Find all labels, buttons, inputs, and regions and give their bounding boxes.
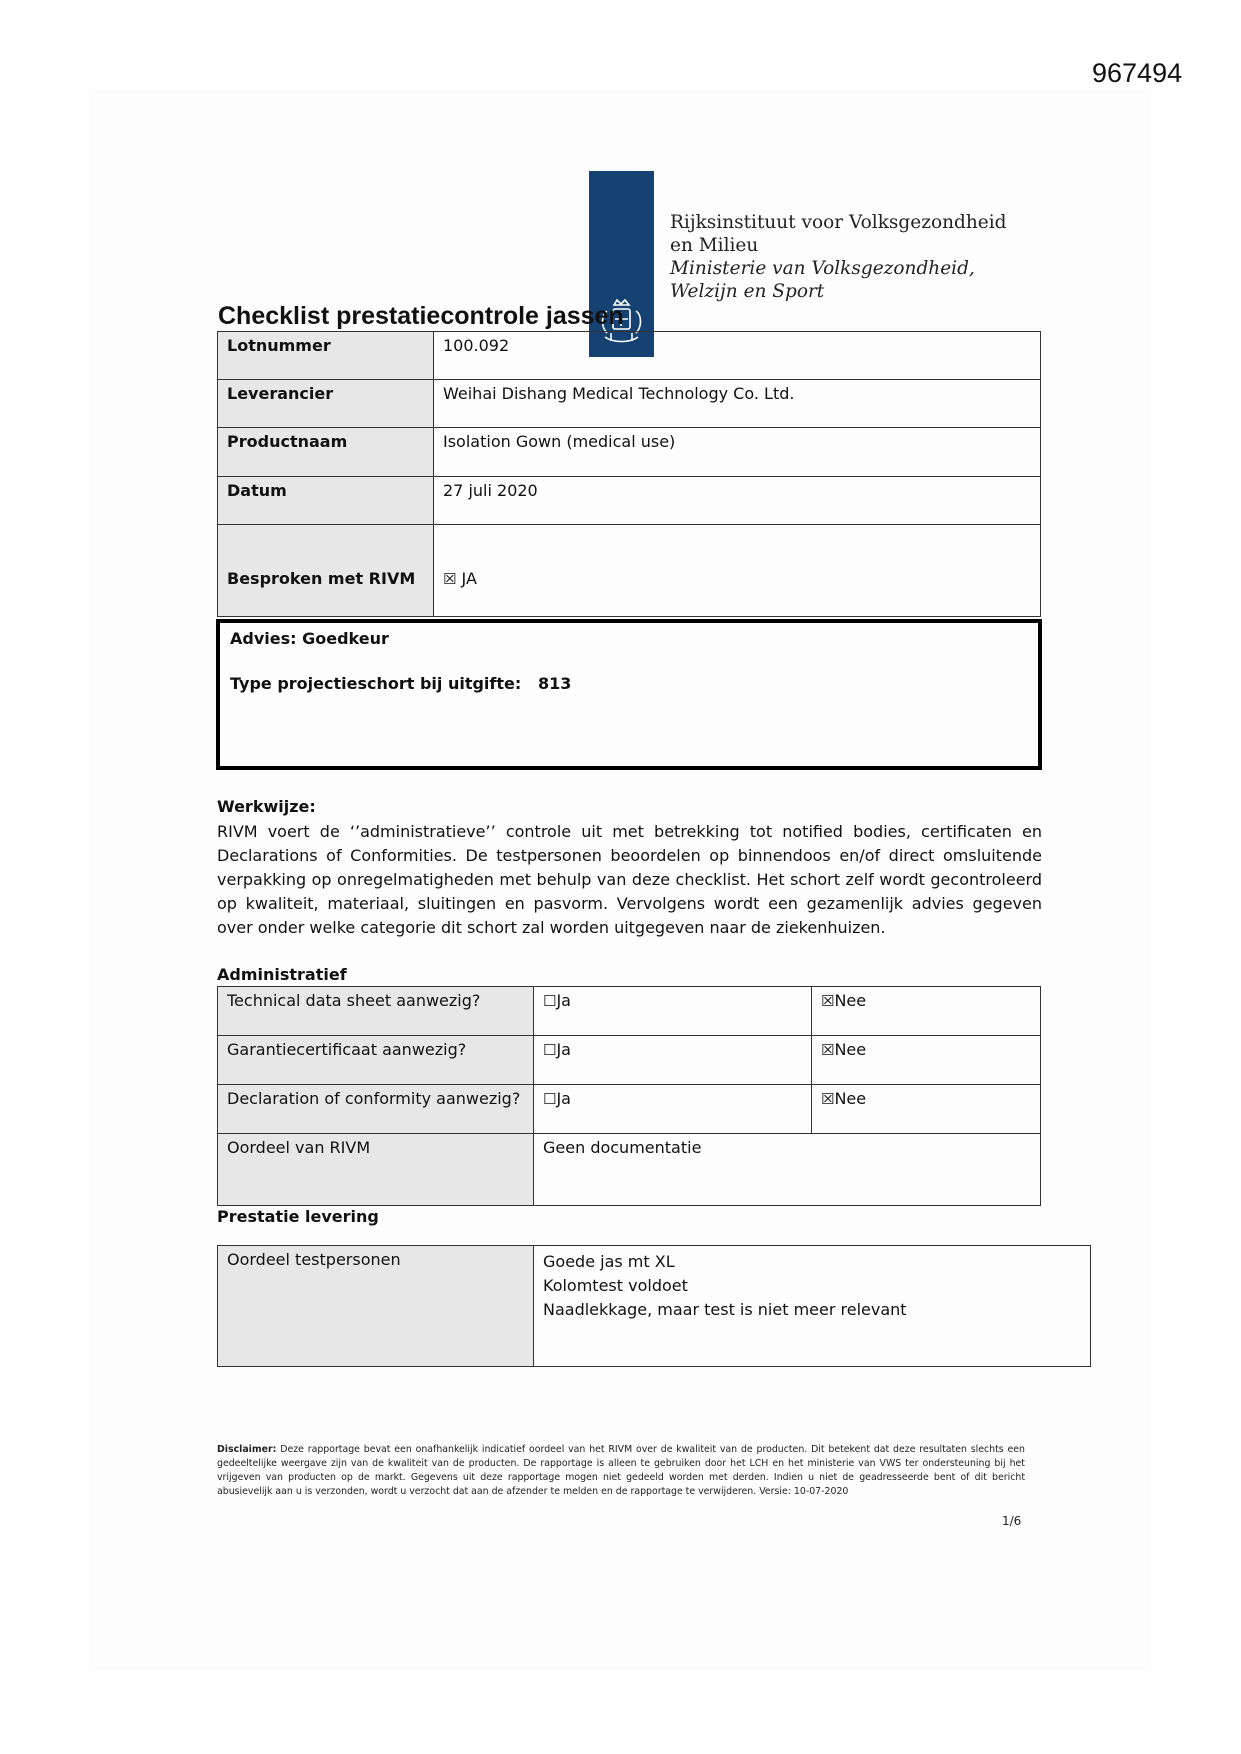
table-row [218,428,1041,477]
admin-option-nee [812,1036,1041,1085]
option-label: Ja [556,1089,571,1108]
werkwijze-heading: Werkwijze: [217,797,316,816]
oordeel-rivm-label: Oordeel van RIVM [218,1134,534,1206]
table-row [218,477,1041,525]
document-id: 967494 [1092,58,1183,88]
admin-question: Garantiecertificaat aanwezig? [218,1036,534,1085]
advies-line: Advies: Goedkeur [230,629,389,648]
oordeel-testpersonen-value [534,1246,1091,1367]
oordeel-line: Kolomtest voldoet [543,1276,688,1295]
lotnummer-value: 100.092 [434,332,1041,380]
org-line-3: Ministerie van Volksgezondheid, [670,258,975,279]
option-label: Ja [556,991,571,1010]
productnaam-value: Isolation Gown (medical use) [434,428,1041,477]
product-info-table [217,331,1041,617]
disclaimer [217,1443,1025,1499]
advies-box [216,619,1042,770]
oordeel-line: Goede jas mt XL [543,1252,675,1271]
table-row [218,525,1041,617]
disclaimer-text: Deze rapportage bevat een onafhankelijk indicatief oordeel van het RIVM over de kwaliteit van de producten. Dit betekent dat deze resultaten slechts een gedeeltelijke weergave zijn van de kwaliteit van de producten. De rapportage is alleen te gebruiken door het LCH en het ministerie van VWS ter ondersteuning bij het vrijgeven van producten op de markt. Gegevens uit deze rapportage mogen niet gedeeld worden met derden. Indien u niet de geadresseerde bent of dit bericht abusievelijk aan u is verzonden, wordt u verzocht dat aan de afzender te melden en de rapportage te verwijderen. Versie: 10-07-2020 [217,1444,1025,1497]
unchecked-checkbox-icon: ☐ [543,992,557,1010]
checked-checkbox-icon: ☒ [821,992,835,1010]
productnaam-label: Productnaam [218,428,434,477]
option-label: Nee [834,1040,867,1059]
table-row [218,332,1041,380]
table-row [218,987,1041,1036]
org-line-1: Rijksinstituut voor Volksgezondheid [670,212,1007,233]
option-label: Nee [834,991,867,1010]
unchecked-checkbox-icon: ☐ [543,1041,557,1059]
unchecked-checkbox-icon: ☐ [543,1090,557,1108]
organization-name [670,211,1006,303]
type-line [230,674,1028,693]
checked-checkbox-icon: ☒ [443,570,457,588]
type-value: 813 [538,674,572,693]
disclaimer-label: Disclaimer: [217,1444,277,1455]
datum-label: Datum [218,477,434,525]
checked-checkbox-icon: ☒ [821,1090,835,1108]
admin-question: Declaration of conformity aanwezig? [218,1085,534,1134]
admin-question: Technical data sheet aanwezig? [218,987,534,1036]
table-row [218,1036,1041,1085]
besproken-label: Besproken met RIVM [218,525,434,617]
type-label: Type projectieschort bij uitgifte: [230,674,522,693]
werkwijze-text: RIVM voert de ‘’administratieve’’ controle uit met betrekking tot notified bodies, certificaten en Declarations of Conformities. De testpersonen beoordelen op binnendoos en/of direct omsluitende verpakking op onregelmatigheden met behulp van deze checklist. Het schort zelf wordt gecontroleerd op kwaliteit, materiaal, sluitingen en pasvorm. Vervolgens wordt een gezamenlijk advies gegeven over onder welke categorie dit schort zal worden uitgegeven naar de ziekenhuizen. [217,822,1042,937]
admin-option-nee [812,1085,1041,1134]
lotnummer-label: Lotnummer [218,332,434,380]
datum-value: 27 juli 2020 [434,477,1041,525]
prestatie-table [217,1245,1091,1367]
besproken-value [434,525,1041,617]
org-line-2: en Milieu [670,235,759,256]
leverancier-value: Weihai Dishang Medical Technology Co. Ltd. [434,380,1041,428]
prestatie-heading: Prestatie levering [217,1207,379,1226]
admin-option-ja [534,1085,812,1134]
leverancier-label: Leverancier [218,380,434,428]
table-row [218,1246,1091,1367]
admin-option-ja [534,1036,812,1085]
org-line-4: Welzijn en Sport [670,281,825,302]
checked-checkbox-icon: ☒ [821,1041,835,1059]
table-row [218,1134,1041,1206]
option-label: Nee [834,1089,867,1108]
table-row [218,1085,1041,1134]
oordeel-testpersonen-label: Oordeel testpersonen [218,1246,534,1367]
oordeel-line: Naadlekkage, maar test is niet meer relevant [543,1300,907,1319]
besproken-answer: JA [461,569,477,588]
admin-option-ja [534,987,812,1036]
option-label: Ja [556,1040,571,1059]
oordeel-rivm-value: Geen documentatie [534,1134,1041,1206]
table-row [218,380,1041,428]
page-number: 1/6 [1002,1514,1022,1528]
administratief-heading: Administratief [217,965,347,984]
admin-option-nee [812,987,1041,1036]
page-title: Checklist prestatiecontrole jassen [218,302,624,330]
administratief-table [217,986,1041,1206]
